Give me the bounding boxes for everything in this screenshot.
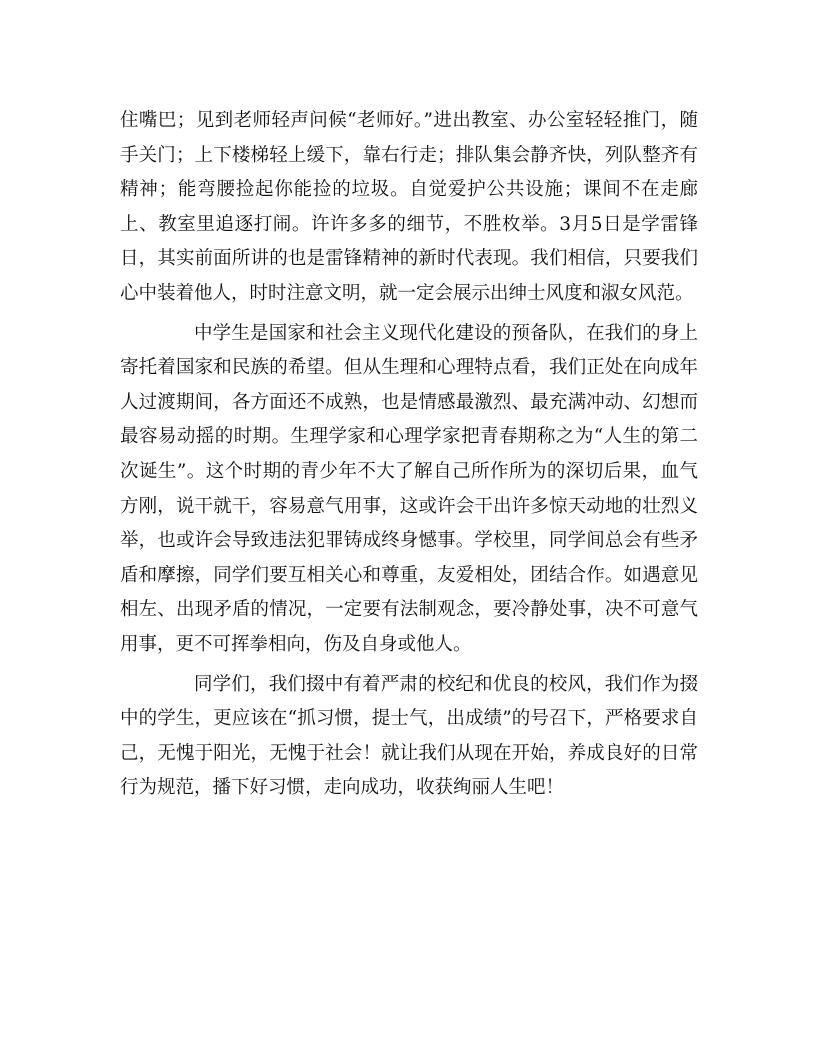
- document-body: [120, 104, 698, 811]
- paragraph-1: 住嘴巴；见到老师轻声问候“老师好。”进出教室、办公室轻轻推门，随手关门；上下楼梯轻上缓下，靠右行走；排队集会静齐快，列队整齐有精神；能弯腰捡起你能捡的垃圾。自觉爱护公共设施；课间不在走廊上、教室里追逐打闹。许许多多的细节，不胜枚举。3月5日是学雷锋日，其实前面所讲的也是雷锋精神的新时代表现。我们相信，只要我们心中装着他人，时时注意文明，就一定会展示出绅士风度和淑女风范。: [120, 110, 698, 304]
- paragraph-3: 同学们，我们掇中有着严肃的校纪和优良的校风，我们作为掇中的学生，更应该在“抓习惯，提士气，出成绩”的号召下，严格要求自己，无愧于阳光，无愧于社会！就让我们从现在开始，养成良好的日常行为规范，播下好习惯，走向成功，收获绚丽人生吧！: [120, 673, 698, 799]
- paragraph-2: 中学生是国家和社会主义现代化建设的预备队，在我们的身上寄托着国家和民族的希望。但从生理和心理特点看，我们正处在向成年人过渡期间，各方面还不成熟，也是情感最激烈、最充满冲动、幻想而最容易动摇的时期。生理学家和心理学家把青春期称之为“人生的第二次诞生”。这个时期的青少年不大了解自己所作所为的深切后果，血气方刚，说干就干，容易意气用事，这或许会干出许多惊天动地的壮烈义举，也或许会导致违法犯罪铸成终身憾事。学校里，同学间总会有些矛盾和摩擦，同学们要互相关心和尊重，友爱相处，团结合作。如遇意见相左、出现矛盾的情况，一定要有法制观念，要冷静处事，决不可意气用事，更不可挥拳相向，伤及自身或他人。: [120, 322, 698, 655]
